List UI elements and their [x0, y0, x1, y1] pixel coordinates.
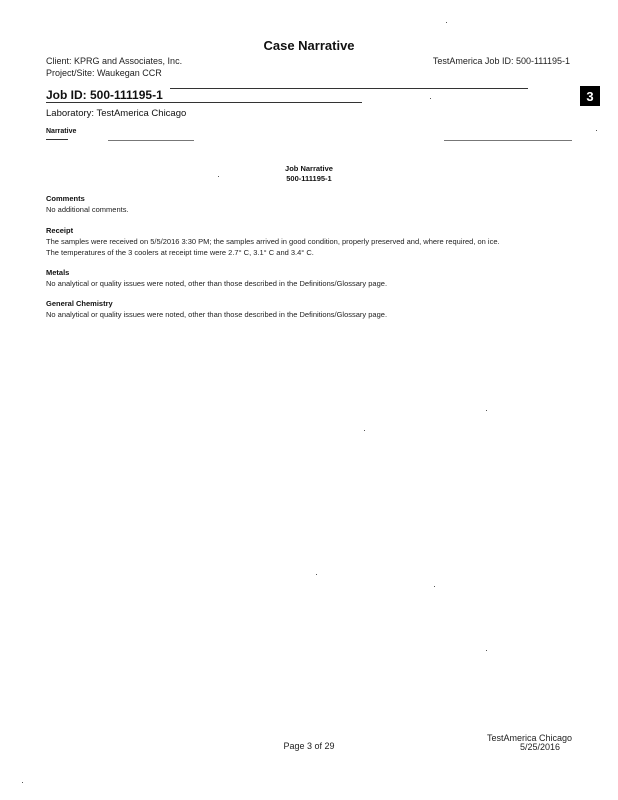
narrative-rule-right: [444, 140, 572, 141]
scan-speck: [316, 574, 317, 575]
receipt-text-line-1: The samples were received on 5/5/2016 3:30 PM; the samples arrived in good condition, properly preserved and, where required, on ice.: [46, 237, 500, 246]
scan-speck: [364, 430, 365, 431]
general-chemistry-text: No analytical or quality issues were noted, other than those described in the Definitions/Glossary page.: [46, 310, 388, 319]
page-title: Case Narrative: [263, 38, 355, 53]
scan-speck: [486, 650, 487, 651]
general-chemistry-heading: General Chemistry: [46, 299, 113, 308]
scan-speck: [434, 586, 435, 587]
page-number: Page 3 of 29: [283, 741, 335, 751]
client-name: Client: KPRG and Associates, Inc.: [46, 56, 183, 66]
narrative-rule-left: [108, 140, 194, 141]
metals-heading: Metals: [46, 268, 70, 277]
scan-speck: [446, 22, 447, 23]
scan-speck: [218, 176, 219, 177]
scan-speck: [596, 130, 597, 131]
job-id-underline: [46, 102, 362, 103]
job-narrative-heading: Job Narrative: [285, 164, 333, 173]
scan-speck: [22, 782, 23, 783]
section-tab: [580, 86, 600, 106]
project-site: Project/Site: Waukegan CCR: [46, 68, 162, 78]
laboratory-name: Laboratory: TestAmerica Chicago: [46, 108, 187, 119]
scan-speck: [430, 98, 431, 99]
narrative-label-underline: [46, 139, 68, 140]
header-rule: [170, 88, 528, 89]
receipt-heading: Receipt: [46, 226, 74, 235]
scan-speck: [486, 410, 487, 411]
comments-heading: Comments: [46, 194, 85, 203]
metals-text: No analytical or quality issues were noted, other than those described in the Definitions/Glossary page.: [46, 279, 388, 288]
narrative-label: Narrative: [46, 128, 77, 135]
footer-date: 5/25/2016: [519, 742, 560, 752]
comments-text: No additional comments.: [46, 205, 129, 214]
job-id-heading: Job ID: 500-111195-1: [46, 88, 163, 102]
receipt-text-line-2: The temperatures of the 3 coolers at receipt time were 2.7° C, 3.1° C and 3.4° C.: [46, 248, 314, 257]
footer-lab-name: TestAmerica Chicago: [486, 733, 572, 743]
section-tab-number: 3: [586, 88, 594, 104]
job-narrative-number: 500-111195-1: [286, 174, 332, 183]
job-reference: TestAmerica Job ID: 500-111195-1: [432, 56, 570, 66]
